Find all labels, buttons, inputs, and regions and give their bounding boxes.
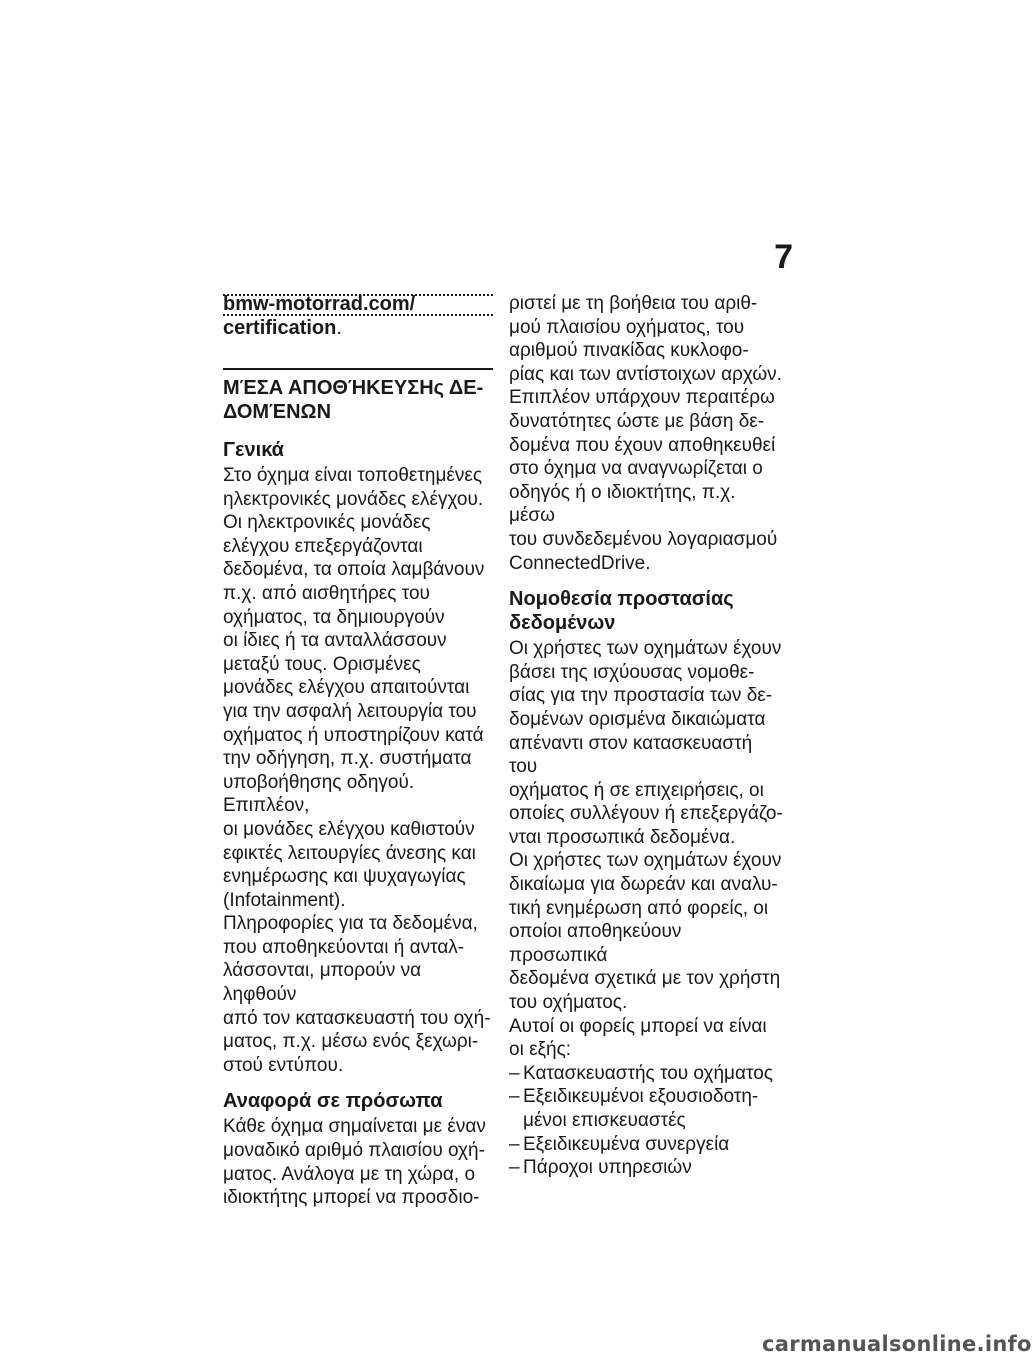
text-line: στού εντύπου. [223, 1054, 344, 1076]
entities-list [509, 1062, 784, 1180]
text-line: Οι χρήστες των οχημάτων έχουν [509, 638, 782, 660]
section-title-data-protection [509, 587, 784, 635]
text-line: δεδομένα, τα οποία λαμβάνουν [223, 559, 485, 581]
link-suffix: . [336, 317, 342, 339]
text-line: ελέγχου επεξεργάζονται [223, 535, 423, 557]
section-title-line-2: δεδομένων [509, 612, 616, 635]
text-line: την οδήγηση, π.χ. συστήματα [223, 748, 472, 770]
list-item: – Πάροχοι υπηρεσιών [509, 1157, 692, 1179]
main-heading: ΜΈΣΑ ΑΠΟΘΉΚΕΥΣΗς ΔΕ-ΔΟΜΈΝΩΝ [223, 377, 484, 423]
left-column [223, 292, 495, 1210]
text-line: δομένων ορισμένα δικαιώματα [509, 708, 766, 730]
text-line: (Infotainment). [223, 889, 346, 911]
section-persons-continued [509, 292, 784, 575]
certification-link[interactable] [223, 292, 495, 340]
text-line: Πληροφορίες για τα δεδομένα, [223, 913, 478, 935]
text-line: αριθμού πινακίδας κυκλοφο- [509, 340, 749, 362]
text-line: σίας για την προστασία των δε- [509, 685, 773, 707]
text-line: του οχήματος. [509, 992, 628, 1014]
text-line: απέναντι στον κατασκευαστή του [509, 732, 753, 778]
text-line: οποίοι αποθηκεύουν προσωπικά [509, 921, 682, 966]
text-line: ρίας και των αντίστοιχων αρχών. [509, 363, 782, 385]
section-title-persons: Αναφορά σε πρόσωπα [223, 1090, 443, 1113]
section-divider [223, 368, 493, 370]
text-line: λάσσονται, μπορούν να ληφθούν [223, 960, 422, 1006]
section-data-protection-body-b [509, 849, 784, 1061]
text-line: Κάθε όχημα σημαίνεται με έναν [223, 1116, 486, 1138]
text-line: οδηγός ή ο ιδιοκτήτης, π.χ. μέσω [509, 481, 736, 527]
text-line: Στο όχημα είναι τοποθετημένες [223, 465, 482, 486]
link-line-1[interactable]: bmw-motorrad.com/ [223, 293, 416, 315]
text-line: μεταξύ τους. Ορισμένες [223, 653, 421, 675]
right-column [509, 292, 784, 1180]
list-item: – Εξειδικευμένοι εξουσιοδοτη- μένοι επισκευαστές [509, 1086, 759, 1131]
list-item: – Κατασκευαστής του οχήματος [509, 1062, 773, 1084]
text-line: Επιπλέον υπάρχουν περαιτέρω [509, 387, 775, 409]
section-general-body [223, 464, 495, 1077]
text-line: οι ίδιες ή τα ανταλλάσσουν [223, 630, 447, 652]
section-data-protection-body-a [509, 637, 784, 849]
link-line-2[interactable]: certification [223, 317, 337, 339]
text-line: ματος. Ανάλογα με τη χώρα, ο [223, 1163, 476, 1185]
section-title-line-1: Νομοθεσία προστασίας [509, 588, 734, 611]
text-line: οι εξής: [509, 1039, 572, 1061]
text-line: υποβοήθησης οδηγού. Επιπλέον, [223, 771, 415, 817]
section-persons-body [223, 1115, 495, 1209]
text-line: οι μονάδες ελέγχου καθιστούν [223, 818, 475, 840]
text-line: οχήματος ή υποστηρίζουν κατά [223, 724, 484, 746]
text-line: εφικτές λειτουργίες άνεσης και [223, 842, 476, 864]
text-line: ματος, π.χ. μέσω ενός ξεχωρι- [223, 1031, 479, 1053]
text-line: μοναδικό αριθμό πλαισίου οχή- [223, 1140, 485, 1162]
text-line: βάσει της ισχύουσας νομοθε- [509, 661, 755, 683]
text-line: μονάδες ελέγχου απαιτούνται [223, 677, 470, 699]
text-line: από τον κατασκευαστή του οχή- [223, 1007, 491, 1029]
text-line: δυνατότητες ώστε με βάση δε- [509, 410, 765, 432]
page-number: 7 [774, 238, 792, 276]
text-line: τική ενημέρωση από φορείς, οι [509, 897, 769, 919]
text-line: Αυτοί οι φορείς μπορεί να είναι [509, 1015, 767, 1037]
text-line: του συνδεδεμένου λογαριασμού [509, 528, 778, 550]
text-line: στο όχημα να αναγνωρίζεται ο [509, 458, 763, 480]
text-line: οχήματος ή σε επιχειρήσεις, οι [509, 779, 764, 801]
watermark: carmanualsonline.info [762, 1332, 1032, 1356]
text-line: δομένα που έχουν αποθηκευθεί [509, 434, 776, 456]
text-line: μού πλαισίου οχήματος, του [509, 316, 745, 338]
text-line: οχήματος, τα δημιουργούν [223, 606, 445, 628]
text-line: δεδομένα σχετικά με τον χρήστη [509, 968, 781, 990]
text-line: που αποθηκεύονται ή ανταλ- [223, 936, 465, 958]
text-line: Οι χρήστες των οχημάτων έχουν [509, 850, 782, 872]
list-item: – Εξειδικευμένα συνεργεία [509, 1133, 730, 1155]
text-line: ConnectedDrive. [509, 552, 651, 574]
text-line: Οι ηλεκτρονικές μονάδες [223, 512, 431, 534]
text-line: π.χ. από αισθητήρες του [223, 582, 430, 604]
text-line: οποίες συλλέγουν ή επεξεργάζο- [509, 803, 783, 825]
text-line: ιδιοκτήτης μπορεί να προσδιο- [223, 1187, 480, 1209]
text-line: ηλεκτρονικές μονάδες ελέγχου. [223, 488, 484, 510]
text-line: ενημέρωσης και ψυχαγωγίας [223, 866, 466, 888]
text-line: για την ασφαλή λειτουργία του [223, 700, 477, 722]
text-line: ριστεί με τη βοήθεια του αριθ- [509, 293, 758, 314]
section-title-general: Γενικά [223, 439, 284, 461]
text-line: δικαίωμα για δωρεάν και αναλυ- [509, 874, 778, 896]
text-line: νται προσωπικά δεδομένα. [509, 826, 736, 848]
